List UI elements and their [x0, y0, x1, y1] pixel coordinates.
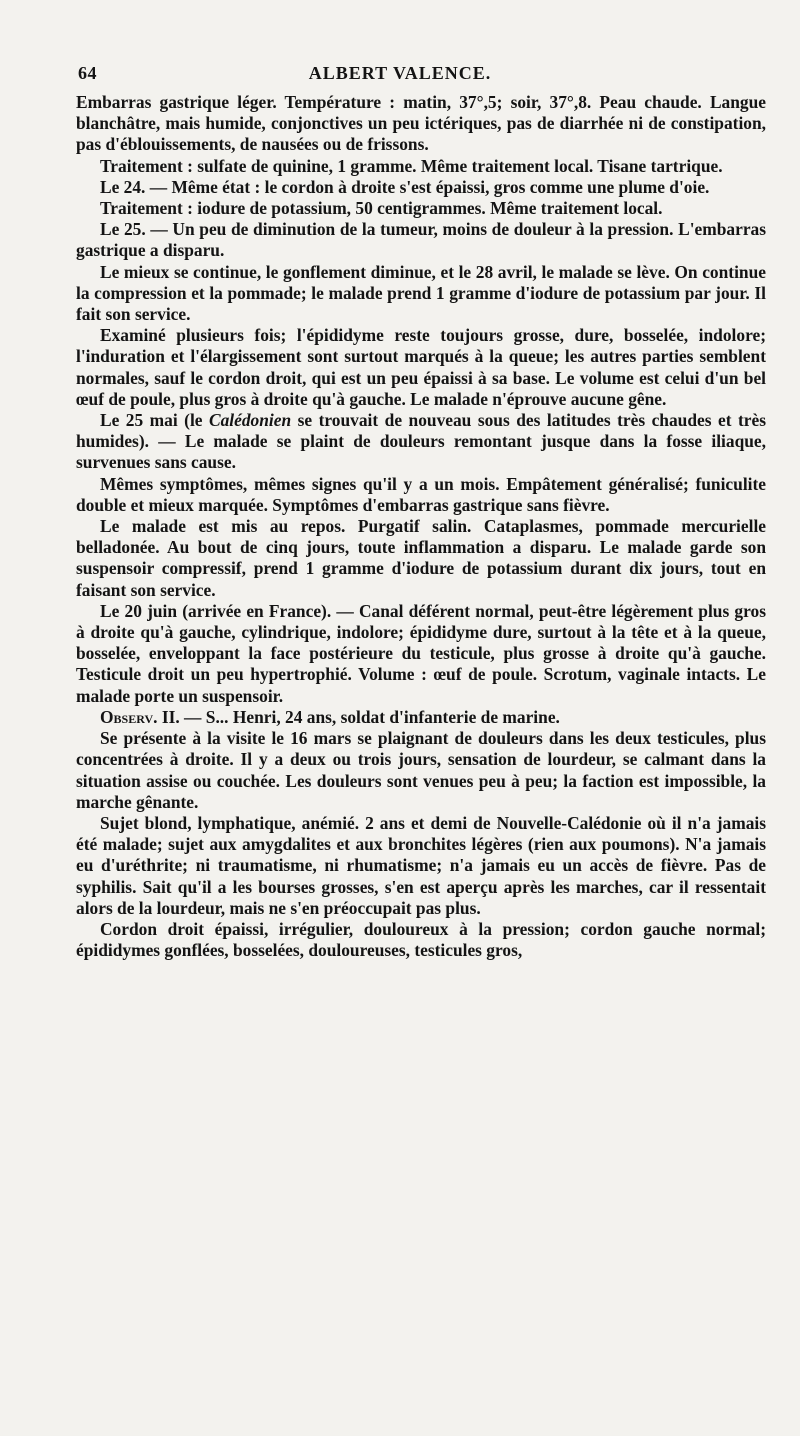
paragraph: Le 24. — Même état : le cordon à droite s'est épaissi, gros comme une plume d'oie.: [100, 176, 710, 197]
observation-heading: [76, 707, 766, 728]
paragraph: Le 25. — Un peu de diminution de la tumeur, moins de douleur à la pression. L'embarras gastrique a disparu.: [76, 219, 766, 261]
body-text: [76, 92, 766, 961]
paragraph: Traitement : sulfate de quinine, 1 gramme. Même traitement local. Tisane tartrique.: [100, 155, 723, 176]
paragraph: Traitement : iodure de potassium, 50 centigrammes. Même traitement local.: [100, 198, 663, 219]
paragraph-25-mai: [76, 410, 766, 474]
paragraph: Embarras gastrique léger. Température : matin, 37°,5; soir, 37°,8. Peau chaude. Langue blanchâtre, mais humide, conjonctives un peu ictériques, pas de diarrhée ni de constipation, pas d'éblouissements, de nausées ou de frissons.: [76, 92, 766, 155]
paragraph-text: Le 25 mai (le: [100, 410, 209, 431]
paragraph: Mêmes symptômes, mêmes signes qu'il y a un mois. Empâtement généralisé; funiculite double et mieux marquée. Symptômes d'embarras gastrique sans fièvre.: [76, 473, 766, 515]
paragraph: Examiné plusieurs fois; l'épididyme reste toujours grosse, dure, bosselée, indolore; l'induration et l'élargissement sont surtout marqués à la queue; les autres parties semblent normales, sauf le cordon droit, qui est un peu épaissi à sa base. Le volume est celui d'un bel œuf de poule, plus gros à droite qu'à gauche. Le malade n'éprouve aucune gêne.: [76, 325, 766, 409]
paragraph: Sujet blond, lymphatique, anémié. 2 ans et demi de Nouvelle-Calédonie où il n'a jamais été malade; sujet aux amygdalites et aux bronchites légères (rien aux poumons). N'a jamais eu d'uréthrite; ni traumatisme, ni rhumatisme; n'a jamais eu un accès de fièvre. Pas de syphilis. Sait qu'il a les bourses grosses, s'en est aperçu après les marches, car il ressentait alors de la lourdeur, mais ne s'en préoccupait pas plus.: [76, 812, 766, 918]
paragraph: Le 20 juin (arrivée en France). — Canal déférent normal, peut-être légèrement plus gros à droite qu'à gauche, cylindrique, indolore; épididyme dure, surtout à la tête et à la queue, bosselée, enveloppant la face postérieure du testicule, plus grosse à droite qu'à gauche. Testicule droit un peu hypertrophié. Volume : œuf de poule. Scrotum, vaginale intacts. Le malade porte un suspensoir.: [76, 600, 766, 706]
paragraph: Se présente à la visite le 16 mars se plaignant de douleurs dans les deux testicules, plus concentrées à droite. Il y a deux ou trois jours, sensation de lourdeur, se calmant dans la situation assise ou couchée. Les douleurs sont venues peu à peu; la faction est impossible, la marche gênante.: [76, 728, 766, 812]
observation-text: II. — S... Henri, 24 ans, soldat d'infanterie de marine.: [157, 706, 560, 727]
paragraph-text: se trouvait de nouveau sous des latitudes très chaudes et très humides). — Le malade se plaint de douleurs remontant jusque dans la fosse iliaque, survenues sans cause.: [76, 410, 766, 473]
paragraph: Le mieux se continue, le gonflement diminue, et le 28 avril, le malade se lève. On continue la compression et la pommade; le malade prend 1 gramme d'iodure de potassium par jour. Il fait son service.: [76, 261, 766, 325]
paragraph: Le malade est mis au repos. Purgatif salin. Cataplasmes, pommade mercurielle belladonée. Au bout de cinq jours, toute inflammation a disparu. Le malade garde son suspensoir compressif, prend 1 gramme d'iodure de potassium durant dix jours, tout en faisant son service.: [76, 516, 766, 600]
paragraph: Cordon droit épaissi, irrégulier, douloureux à la pression; cordon gauche normal; épididymes gonflées, bosselées, douloureuses, testicules gros,: [76, 918, 766, 961]
running-title: ALBERT VALENCE.: [308, 63, 492, 83]
ship-name: Calédonien: [209, 410, 292, 431]
page-number: 64: [78, 63, 97, 83]
observation-label: Observ.: [100, 706, 158, 727]
